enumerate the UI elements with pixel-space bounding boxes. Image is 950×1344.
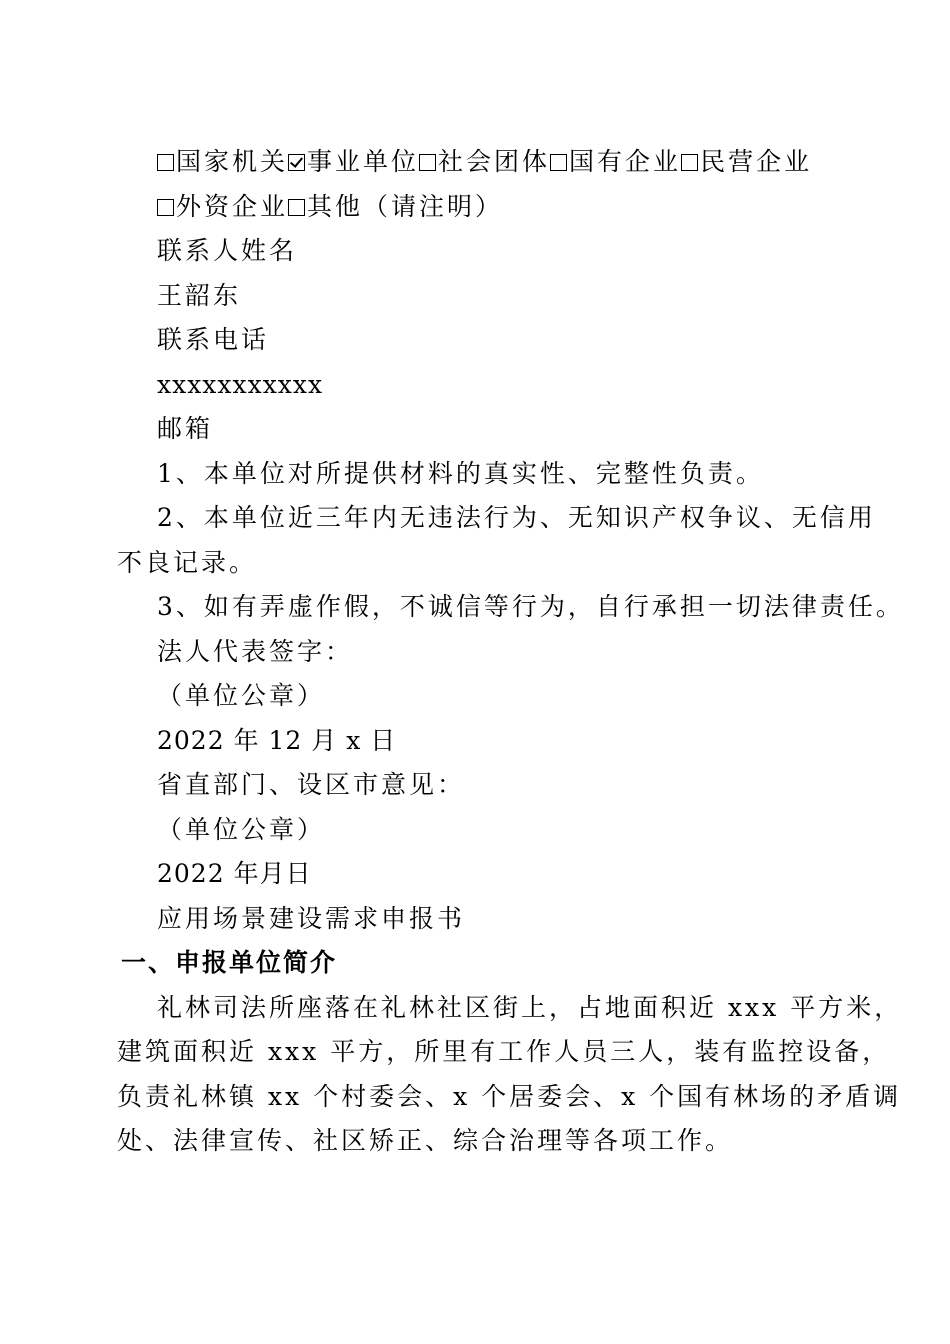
legal-rep-signature-label: 法人代表签字： [157, 637, 354, 666]
option-public-institution[interactable]: 事业单位 [288, 147, 419, 176]
checkbox-checked-icon[interactable] [288, 154, 305, 171]
option-private-enterprise[interactable]: 民营企业 [681, 147, 812, 176]
option-other[interactable]: 其他（请注明） [288, 192, 503, 221]
checkbox-icon[interactable] [157, 199, 174, 216]
contact-name-label: 联系人姓名 [157, 236, 298, 265]
unit-type-row-1 [157, 147, 812, 177]
section-heading: 一、申报单位简介 [121, 948, 338, 977]
opinion-date: 2022 年月日 [157, 859, 312, 888]
declaration-item-3: 3、如有弄虚作假，不诚信等行为，自行承担一切法律责任。 [157, 592, 904, 621]
checkbox-icon[interactable] [419, 154, 436, 171]
declaration-item-1: 1、本单位对所提供材料的真实性、完整性负责。 [157, 459, 764, 488]
unit-seal-label: （单位公章） [157, 681, 326, 710]
signature-date: 2022 年 12 月 x 日 [157, 726, 397, 755]
intro-line-4: 处、法律宣传、社区矫正、综合治理等各项工作。 [117, 1126, 734, 1155]
declaration-item-2-line-1: 2、本单位近三年内无违法行为、无知识产权争议、无信用 [157, 503, 876, 532]
document-title: 应用场景建设需求申报书 [157, 904, 466, 933]
intro-line-1: 礼林司法所座落在礼林社区街上，占地面积近 xxx 平方米， [157, 993, 903, 1022]
checkbox-icon[interactable] [288, 199, 305, 216]
intro-line-3: 负责礼林镇 xx 个村委会、x 个居委会、x 个国有林场的矛盾调 [117, 1082, 902, 1111]
opinion-label: 省直部门、设区市意见： [157, 770, 466, 799]
checkbox-icon[interactable] [550, 154, 567, 171]
checkbox-icon[interactable] [681, 154, 698, 171]
option-state-owned-enterprise[interactable]: 国有企业 [550, 147, 681, 176]
opinion-seal-label: （单位公章） [157, 815, 326, 844]
contact-email-label: 邮箱 [157, 414, 214, 443]
intro-line-2: 建筑面积近 xxx 平方，所里有工作人员三人，装有监控设备， [117, 1037, 891, 1066]
option-state-organ[interactable]: 国家机关 [157, 147, 288, 176]
option-social-organization[interactable]: 社会团体 [419, 147, 550, 176]
contact-phone-label: 联系电话 [157, 325, 270, 354]
declaration-item-2-line-2: 不良记录。 [117, 548, 258, 577]
checkbox-icon[interactable] [157, 154, 174, 171]
contact-name-value: 王韶东 [157, 281, 242, 310]
option-foreign-enterprise[interactable]: 外资企业 [157, 192, 288, 221]
unit-type-row-2 [157, 192, 503, 222]
contact-phone-value: xxxxxxxxxxx [157, 370, 324, 399]
